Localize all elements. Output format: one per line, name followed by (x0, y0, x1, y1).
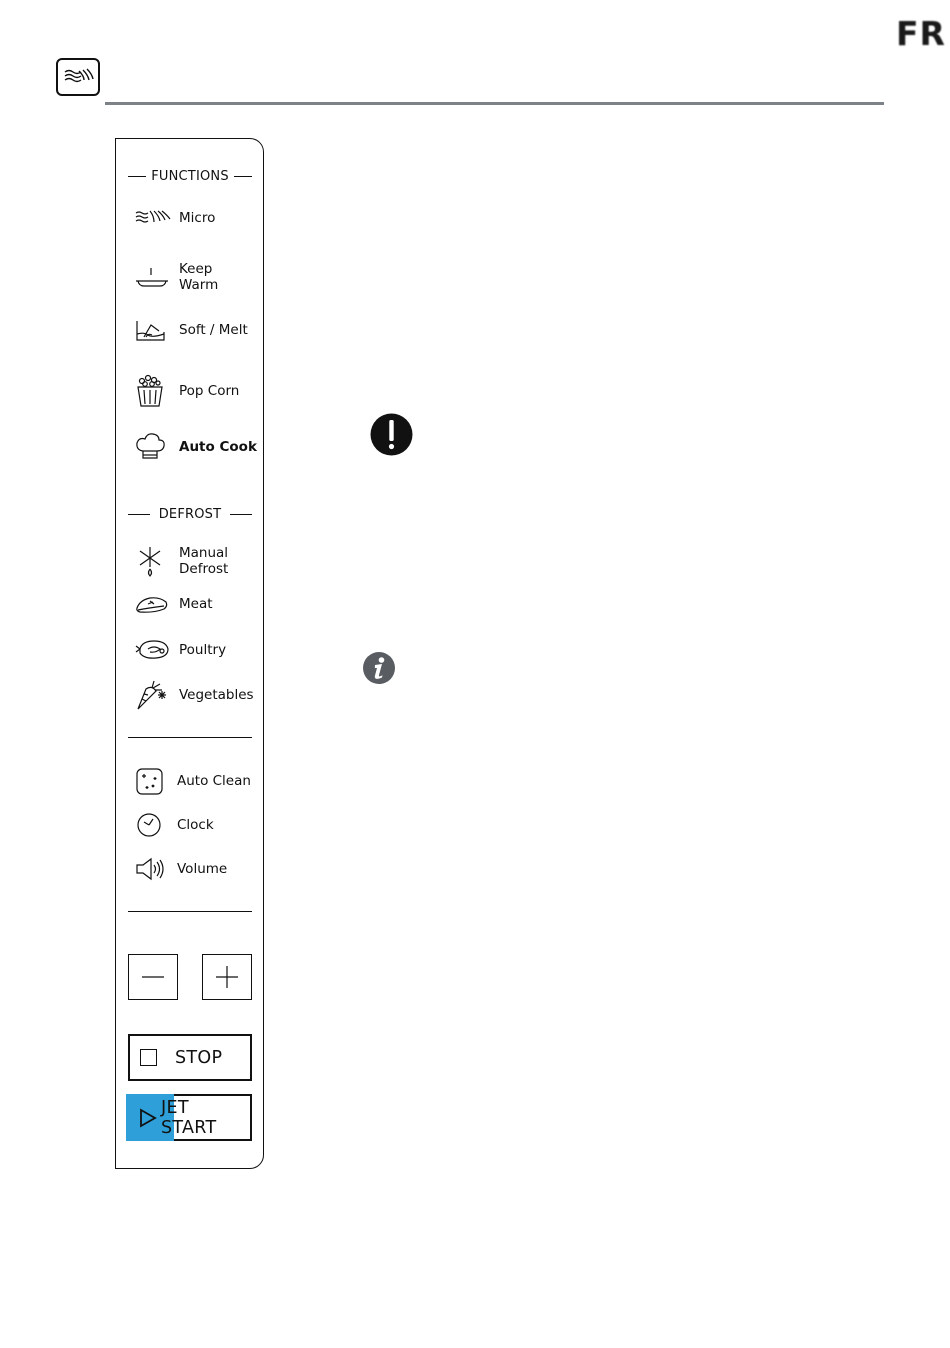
minus-button[interactable] (128, 954, 178, 1000)
defrost-meat-label: Meat (179, 595, 213, 612)
setting-clock[interactable] (134, 808, 264, 842)
function-pop-corn-label: Pop Corn (179, 382, 240, 399)
function-micro-label: Micro (179, 209, 216, 226)
setting-volume[interactable] (134, 852, 264, 886)
snowflake-drop-icon (134, 544, 172, 578)
control-panel (115, 138, 264, 1169)
defrost-heading: DEFROST (128, 505, 252, 523)
stop-label: STOP (175, 1047, 223, 1068)
function-pop-corn[interactable] (134, 374, 264, 408)
defrost-meat[interactable] (134, 587, 264, 621)
functions-heading: FUNCTIONS (128, 167, 252, 185)
function-soft-melt-label: Soft / Melt (179, 321, 248, 338)
function-keep-warm[interactable] (134, 260, 264, 294)
defrost-manual[interactable] (134, 544, 264, 578)
jet-start-label: JET START (161, 1097, 217, 1138)
soft-melt-icon (134, 313, 172, 347)
defrost-poultry[interactable] (134, 633, 264, 667)
info-icon (362, 651, 396, 689)
defrost-vegetables-label: Vegetables (179, 686, 254, 703)
setting-auto-clean-label: Auto Clean (177, 772, 251, 789)
microwave-waves-icon (56, 58, 100, 96)
stop-button[interactable] (128, 1034, 252, 1081)
sparkle-clean-icon (134, 764, 170, 798)
exclamation-icon (370, 413, 413, 460)
setting-clock-label: Clock (177, 816, 214, 833)
stop-square-icon (140, 1049, 157, 1066)
chef-hat-icon (134, 430, 172, 464)
speaker-icon (134, 852, 170, 886)
chicken-icon (134, 633, 172, 667)
defrost-manual-label: Manual Defrost (179, 544, 229, 577)
micro-waves-icon (134, 201, 172, 235)
function-auto-cook[interactable] (134, 430, 264, 464)
function-keep-warm-label: Keep Warm (179, 260, 219, 293)
function-auto-cook-label: Auto Cook (179, 438, 257, 455)
play-icon (139, 1108, 157, 1128)
minus-icon (142, 976, 164, 978)
steak-icon (134, 587, 172, 621)
jet-start-button[interactable] (128, 1094, 252, 1141)
defrost-vegetables[interactable] (134, 678, 264, 712)
popcorn-icon (134, 374, 172, 408)
defrost-poultry-label: Poultry (179, 641, 227, 658)
function-micro[interactable] (134, 201, 264, 235)
setting-volume-label: Volume (177, 860, 228, 877)
clock-icon (134, 808, 170, 842)
divider-defrost (128, 737, 252, 738)
setting-auto-clean[interactable] (134, 764, 264, 798)
divider-settings (128, 911, 252, 912)
carrot-icon (134, 678, 172, 712)
header-rule (105, 102, 884, 105)
plus-button[interactable] (202, 954, 252, 1000)
keep-warm-plate-icon (134, 260, 172, 294)
plus-icon (216, 966, 238, 988)
language-badge: FR (896, 14, 946, 53)
function-soft-melt[interactable] (134, 313, 264, 347)
